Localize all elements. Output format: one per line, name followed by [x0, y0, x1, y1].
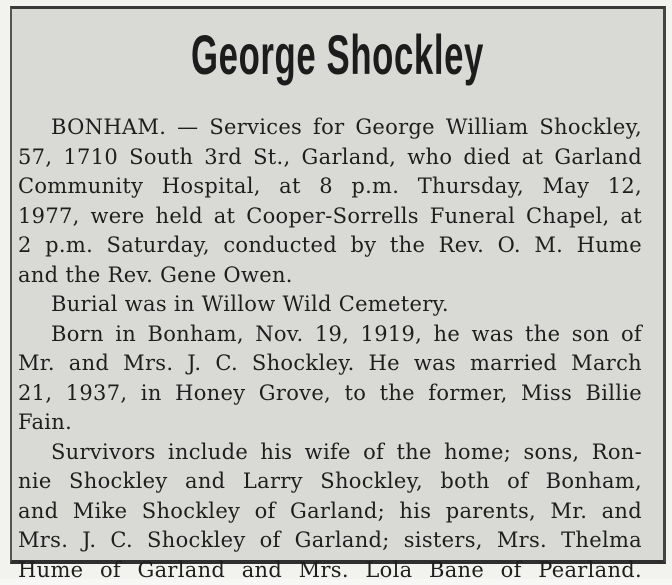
text-line: 57, 1710 South 3rd St., Garland, who died at Garland: [18, 143, 642, 173]
text-line: Born in Bonham, Nov. 19, 1919, he was the son of: [18, 320, 642, 350]
text-line: Mr. and Mrs. J. C. Shockley. He was married March: [18, 349, 642, 379]
obituary-headline: George Shockley: [136, 23, 540, 87]
text-line: nie Shockley and Larry Shockley, both of Bonham,: [18, 467, 642, 497]
text-line: BONHAM. — Services for George William Shockley,: [18, 113, 642, 143]
text-line: Survivors include his wife of the home; sons, Ron-: [18, 438, 642, 468]
obituary-body: [18, 113, 642, 585]
text-line: 21, 1937, in Honey Grove, to the former, Miss Billie: [18, 379, 642, 409]
text-line: Hume of Garland and Mrs. Lola Bane of Pearland.: [18, 556, 642, 585]
text-line: Burial was in Willow Wild Cemetery.: [18, 290, 642, 320]
text-line: Fain.: [18, 408, 642, 438]
newspaper-clipping: [10, 6, 666, 564]
text-line: Community Hospital, at 8 p.m. Thursday, May 12,: [18, 172, 642, 202]
text-line: 1977, were held at Cooper-Sorrells Funeral Chapel, at: [18, 202, 642, 232]
text-line: Mrs. J. C. Shockley of Garland; sisters, Mrs. Thelma: [18, 526, 642, 556]
text-line: 2 p.m. Saturday, conducted by the Rev. O. M. Hume: [18, 231, 642, 261]
text-line: and Mike Shockley of Garland; his parents, Mr. and: [18, 497, 642, 527]
text-line: and the Rev. Gene Owen.: [18, 261, 642, 291]
